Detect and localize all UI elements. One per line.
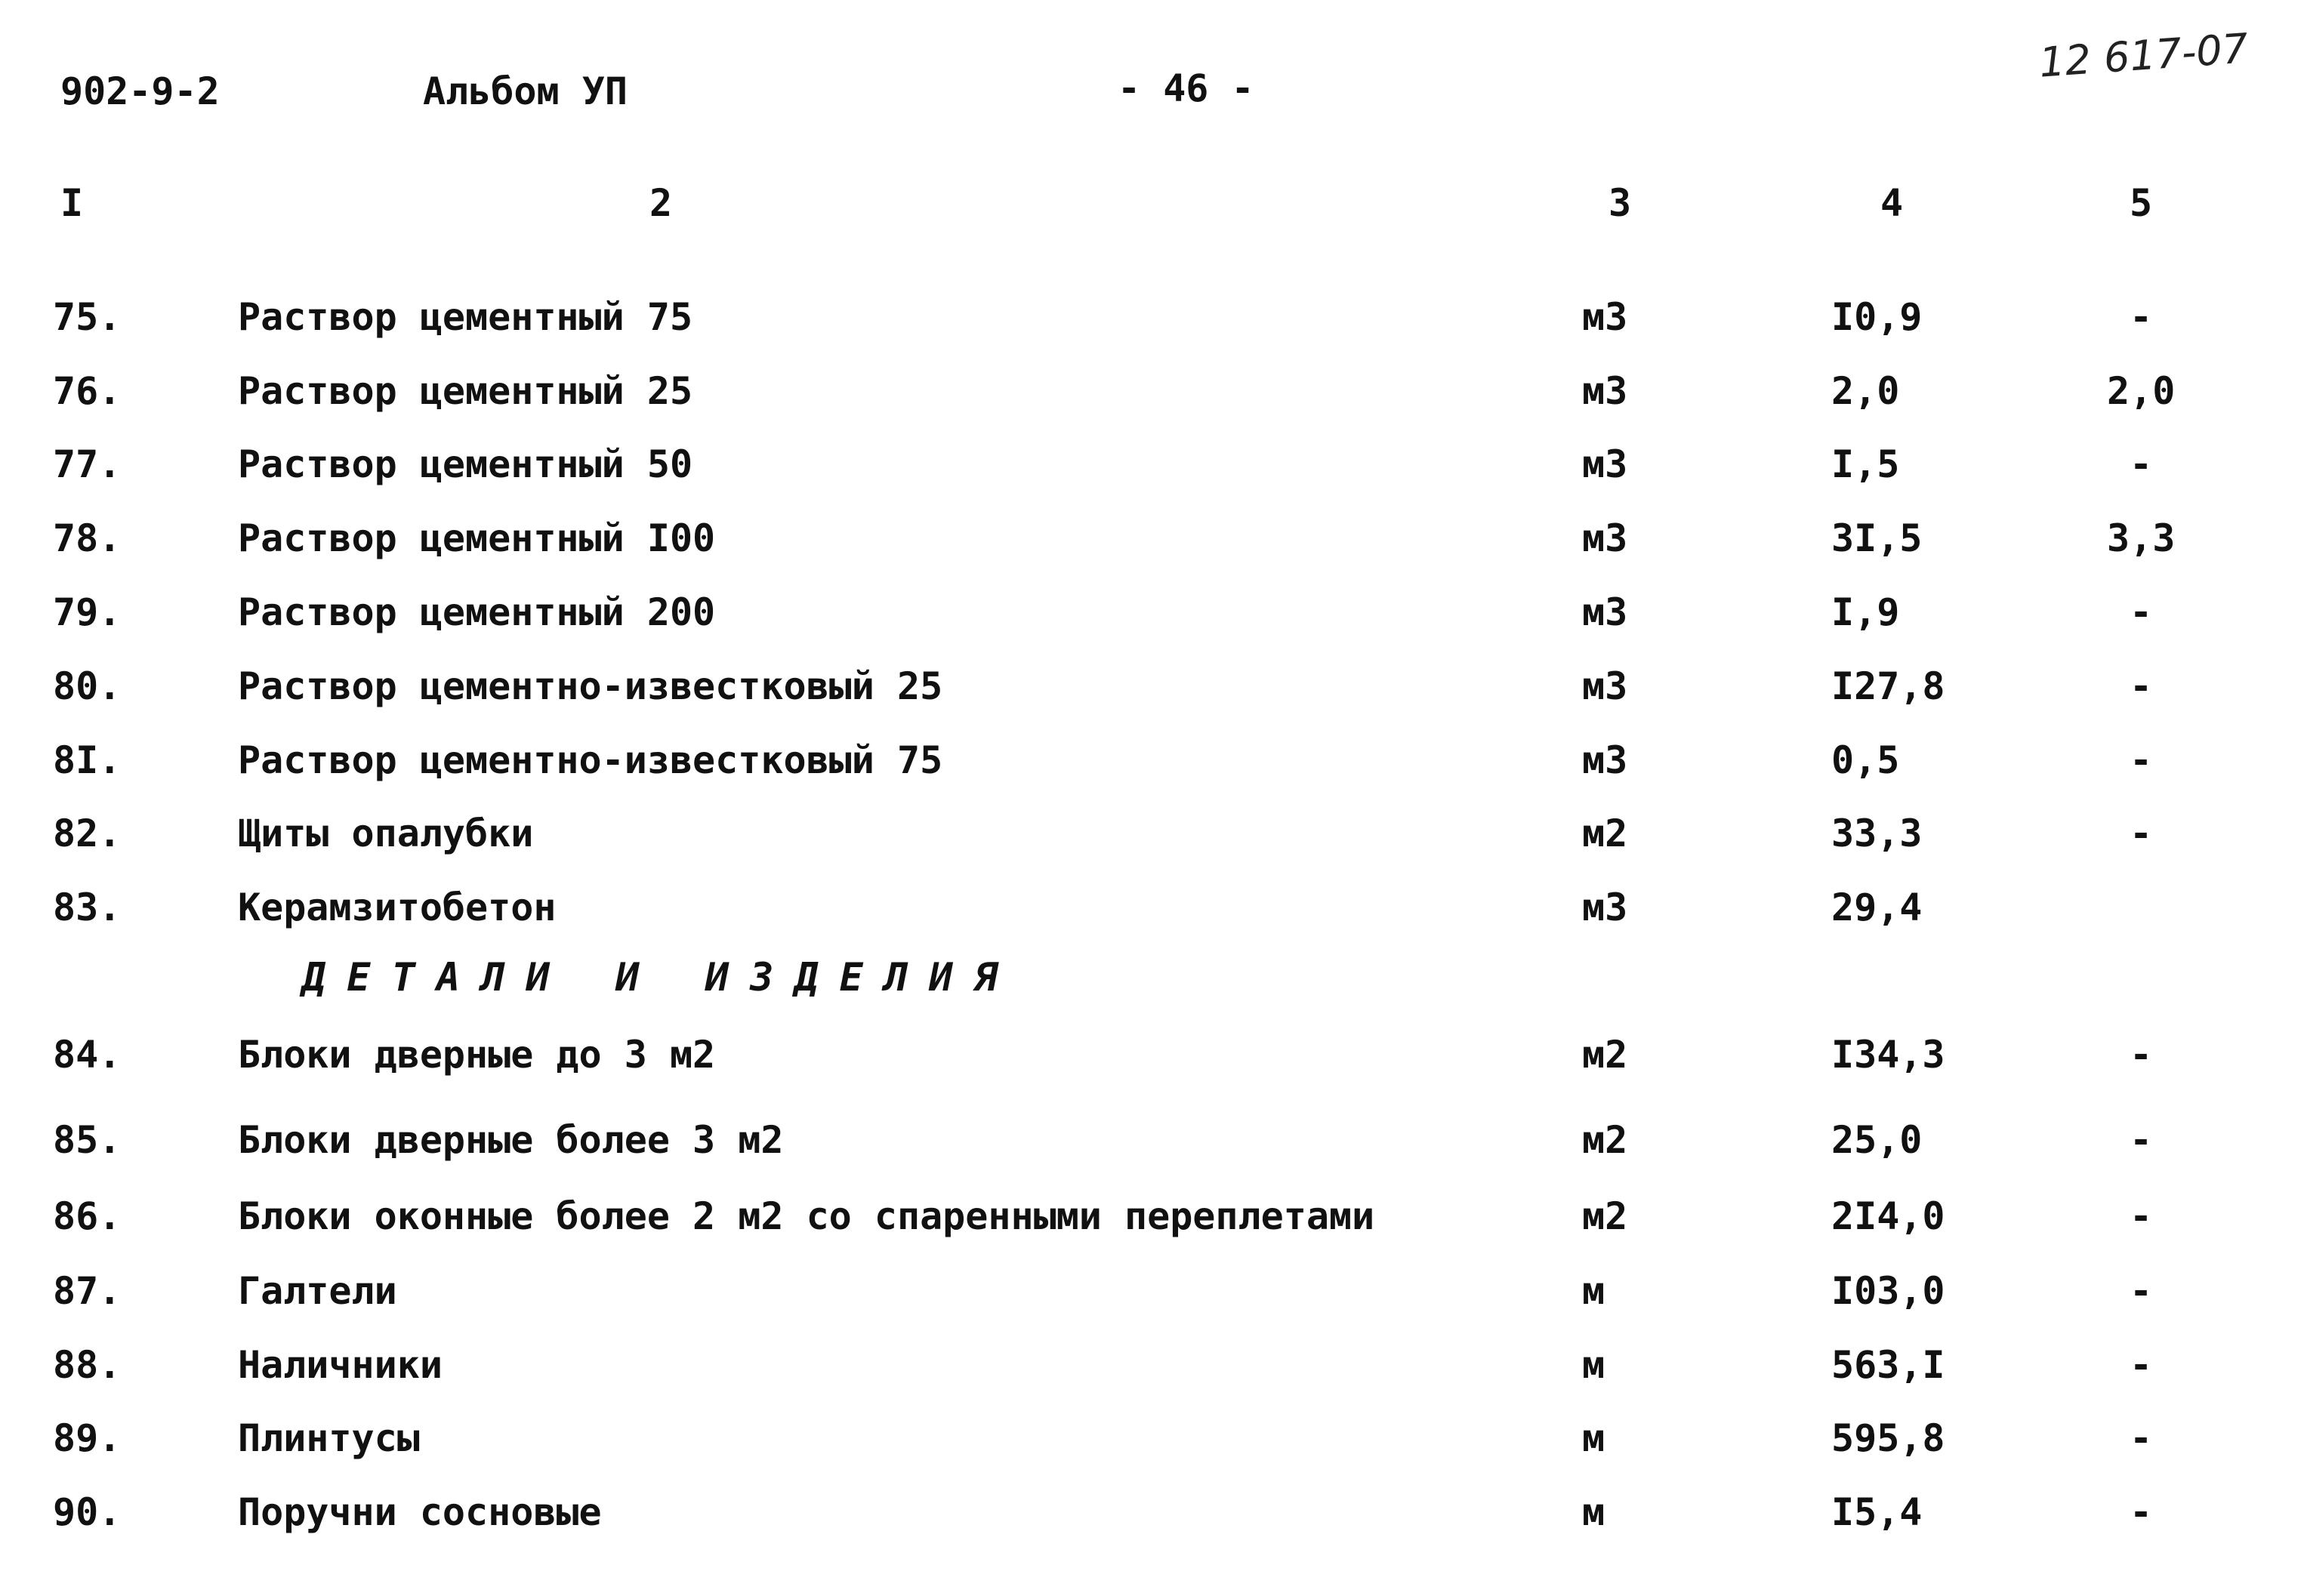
row-number: 85. (53, 1118, 122, 1162)
row-unit: м2 (1582, 812, 1628, 855)
row-number: 87. (53, 1269, 122, 1313)
table-row (0, 438, 2301, 506)
row-number: 89. (53, 1416, 122, 1460)
row-name: Галтели (238, 1269, 397, 1313)
row-unit: м3 (1582, 516, 1628, 560)
row-name: Раствор цементно-известковый 25 (238, 664, 943, 708)
row-quantity: 563,I (1831, 1343, 1945, 1387)
column-number-2: 2 (649, 181, 673, 225)
row-number: 8I. (53, 738, 122, 782)
row-quantity: I5,4 (1831, 1490, 1923, 1534)
row-quantity: 25,0 (1831, 1118, 1923, 1162)
row-quantity: I,5 (1831, 442, 1900, 486)
row-unit: м3 (1582, 886, 1628, 929)
table-row (0, 1028, 2301, 1096)
table-row (0, 881, 2301, 949)
row-unit: м3 (1582, 738, 1628, 782)
row-name: Раствор цементный 200 (238, 590, 716, 634)
row-name: Поручни сосновые (238, 1490, 602, 1534)
row-column-5: - (2129, 442, 2153, 486)
row-number: 88. (53, 1343, 122, 1387)
row-column-5: 2,0 (2107, 369, 2176, 413)
row-quantity: 0,5 (1831, 738, 1900, 782)
row-unit: м3 (1582, 295, 1628, 339)
table-row (0, 1265, 2301, 1333)
table-row (0, 734, 2301, 802)
row-name: Раствор цементный 50 (238, 442, 693, 486)
row-quantity: I,9 (1831, 590, 1900, 634)
row-quantity: I03,0 (1831, 1269, 1945, 1313)
row-name: Плинтусы (238, 1416, 420, 1460)
row-number: 90. (53, 1490, 122, 1534)
row-unit: м (1582, 1343, 1605, 1387)
row-column-5: - (2129, 1416, 2153, 1460)
row-number: 80. (53, 664, 122, 708)
row-column-5: - (2129, 1490, 2153, 1534)
row-number: 86. (53, 1194, 122, 1238)
row-number: 82. (53, 812, 122, 855)
row-column-5: - (2129, 812, 2153, 855)
row-column-5: - (2129, 590, 2153, 634)
row-name: Раствор цементный 25 (238, 369, 693, 413)
album-label: Альбом УП (423, 69, 628, 113)
row-number: 84. (53, 1033, 122, 1077)
column-number-5: 5 (2129, 181, 2153, 225)
row-column-5: - (2129, 1118, 2153, 1162)
row-column-5: - (2129, 664, 2153, 708)
row-name: Раствор цементно-известковый 75 (238, 738, 943, 782)
table-row (0, 512, 2301, 580)
row-column-5: - (2129, 1194, 2153, 1238)
row-name: Наличники (238, 1343, 443, 1387)
row-name: Блоки дверные более 3 м2 (238, 1118, 784, 1162)
row-unit: м3 (1582, 369, 1628, 413)
row-unit: м (1582, 1269, 1605, 1313)
row-column-5: - (2129, 1033, 2153, 1077)
table-row (0, 291, 2301, 359)
row-number: 79. (53, 590, 122, 634)
table-row (0, 1114, 2301, 1182)
row-number: 78. (53, 516, 122, 560)
row-name: Раствор цементный 75 (238, 295, 693, 339)
row-column-5: 3,3 (2107, 516, 2176, 560)
row-unit: м3 (1582, 590, 1628, 634)
row-column-5: - (2129, 1343, 2153, 1387)
row-quantity: 2I4,0 (1831, 1194, 1945, 1238)
row-quantity: 29,4 (1831, 886, 1923, 929)
table-row (0, 1486, 2301, 1554)
column-number-4: 4 (1880, 181, 1904, 225)
table-row (0, 1190, 2301, 1258)
row-number: 75. (53, 295, 122, 339)
row-number: 77. (53, 442, 122, 486)
table-row (0, 807, 2301, 875)
row-column-5: - (2129, 738, 2153, 782)
table-row (0, 1339, 2301, 1407)
row-unit: м (1582, 1490, 1605, 1534)
table-row (0, 365, 2301, 433)
table-row (0, 1412, 2301, 1480)
row-column-5: - (2129, 1269, 2153, 1313)
row-name: Раствор цементный I00 (238, 516, 716, 560)
row-unit: м2 (1582, 1118, 1628, 1162)
row-name: Блоки оконные более 2 м2 со спаренными переплетами (238, 1194, 1375, 1238)
doc-code: 902-9-2 (60, 69, 220, 113)
row-unit: м3 (1582, 664, 1628, 708)
page-number: - 46 - (1118, 66, 1254, 110)
column-number-1: I (60, 181, 84, 225)
row-quantity: 2,0 (1831, 369, 1900, 413)
row-quantity: I0,9 (1831, 295, 1923, 339)
row-unit: м2 (1582, 1194, 1628, 1238)
row-unit: м (1582, 1416, 1605, 1460)
row-quantity: 595,8 (1831, 1416, 1945, 1460)
row-quantity: I27,8 (1831, 664, 1945, 708)
table-row (0, 586, 2301, 654)
column-number-3: 3 (1608, 181, 1632, 225)
section-title: ДЕТАЛИ И ИЗДЕЛИЯ (302, 955, 1019, 1000)
table-row (0, 660, 2301, 728)
row-name: Керамзитобетон (238, 886, 557, 929)
row-quantity: 3I,5 (1831, 516, 1923, 560)
row-unit: м2 (1582, 1033, 1628, 1077)
row-number: 76. (53, 369, 122, 413)
row-name: Блоки дверные до 3 м2 (238, 1033, 716, 1077)
row-column-5: - (2129, 295, 2153, 339)
handwritten-number: 12 617-07 (2037, 24, 2250, 87)
row-quantity: 33,3 (1831, 812, 1923, 855)
row-quantity: I34,3 (1831, 1033, 1945, 1077)
row-name: Щиты опалубки (238, 812, 534, 855)
row-unit: м3 (1582, 442, 1628, 486)
row-number: 83. (53, 886, 122, 929)
